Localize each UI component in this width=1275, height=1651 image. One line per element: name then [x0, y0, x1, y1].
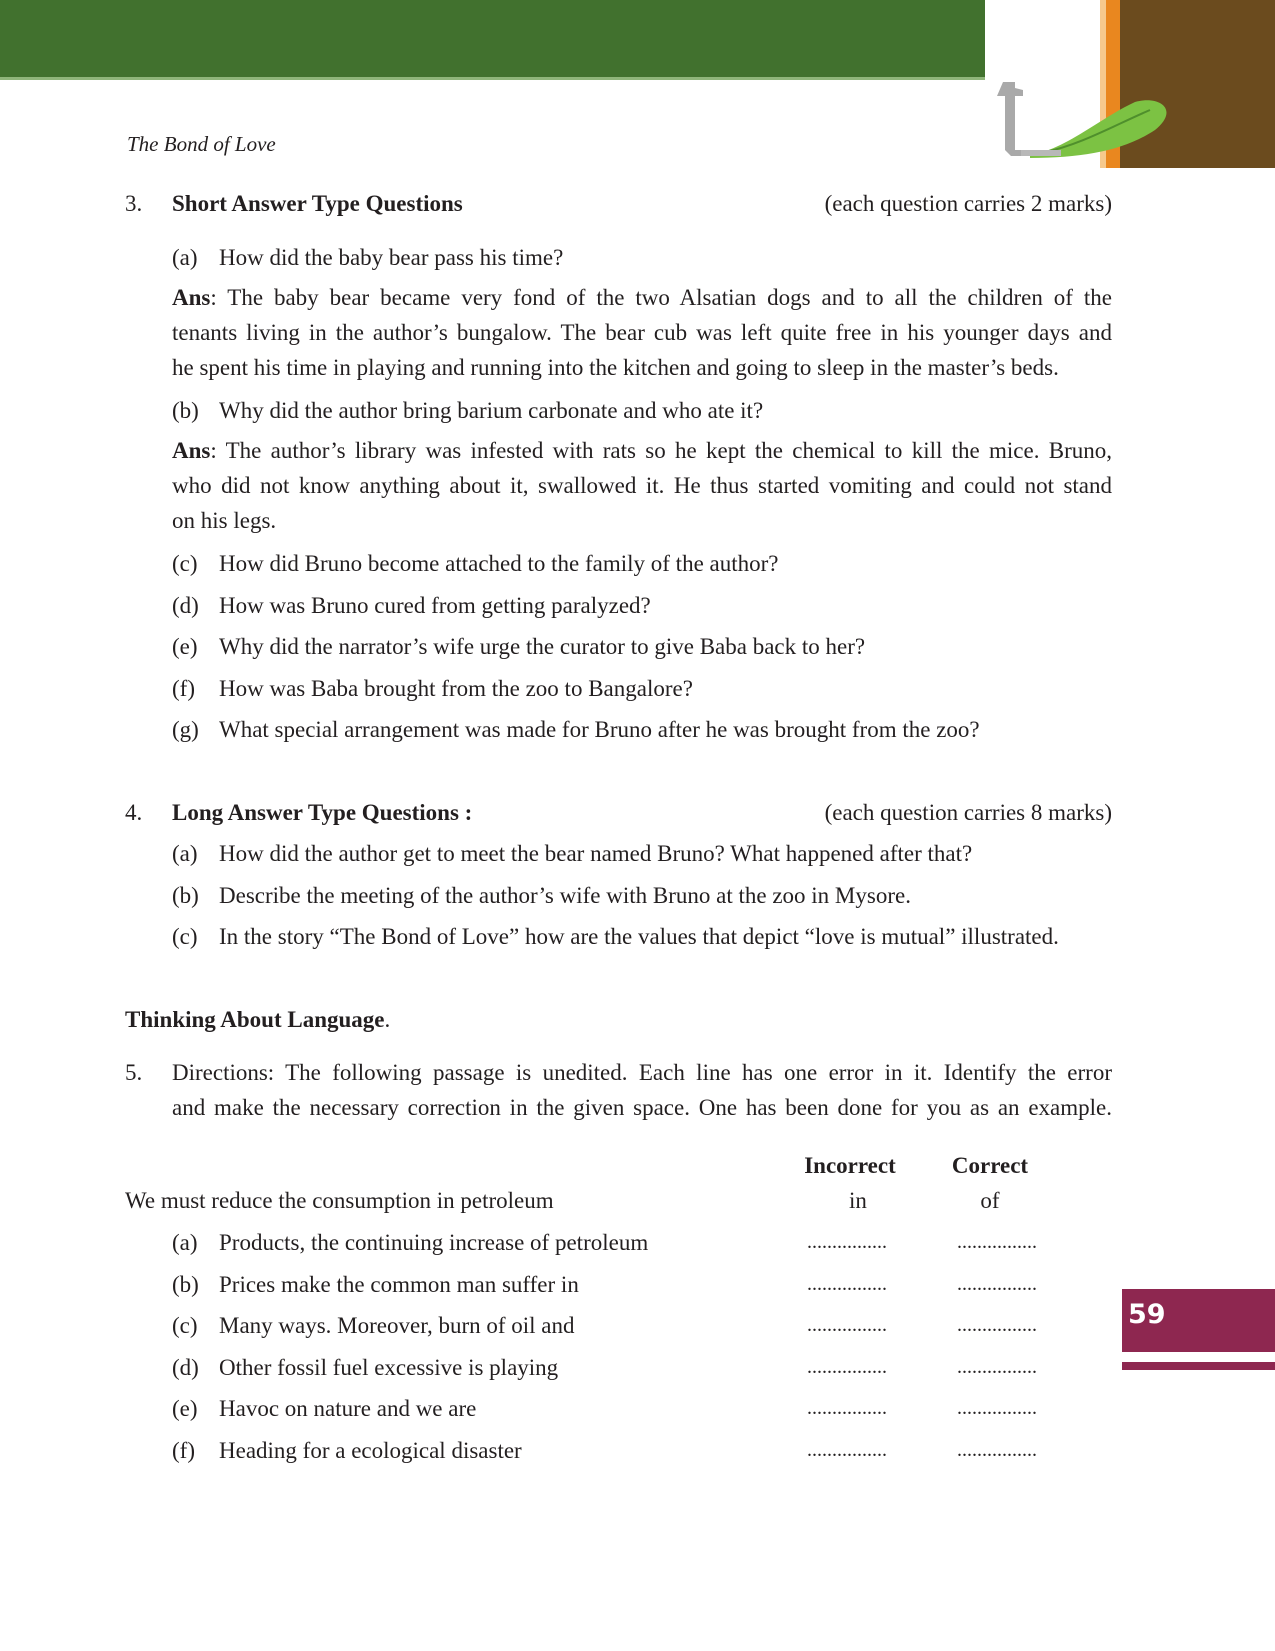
- page-number: 59: [1128, 1299, 1166, 1330]
- item-label: (d): [172, 593, 199, 618]
- item-text: Heading for a ecological disaster: [219, 1438, 522, 1463]
- incorrect-blank: ................: [807, 1439, 887, 1461]
- item-text: Why did the narrator’s wife urge the curator to give Baba back to her?: [219, 634, 866, 659]
- answer-block: [172, 433, 1112, 538]
- item-label: (e): [172, 634, 198, 659]
- marks-note: (each question carries 2 marks): [824, 191, 1112, 216]
- directions: [172, 1055, 1112, 1125]
- item-text: Havoc on nature and we are: [219, 1396, 477, 1421]
- item-text: What special arrangement was made for Bruno after he was brought from the zoo?: [219, 717, 980, 742]
- item-label: (g): [172, 717, 199, 742]
- example-text: We must reduce the consumption in petroleum: [125, 1188, 554, 1213]
- item-label: (c): [172, 551, 198, 576]
- item-text: How did Bruno become attached to the family of the author?: [219, 551, 779, 576]
- question-number: 4.: [125, 800, 143, 825]
- item-label: (c): [172, 924, 198, 949]
- heading-period: .: [384, 1007, 391, 1032]
- answer-text: on his legs.: [172, 508, 277, 533]
- correct-blank: ................: [957, 1273, 1037, 1295]
- item-text: Products, the continuing increase of petroleum: [219, 1230, 649, 1255]
- item-label: (b): [172, 1272, 199, 1297]
- item-text: How did the baby bear pass his time?: [219, 245, 564, 270]
- column-header-correct: Correct: [951, 1153, 1029, 1178]
- item-text: Prices make the common man suffer in: [219, 1272, 579, 1297]
- section-title: Short Answer Type Questions: [172, 191, 463, 216]
- section-heading: [125, 1002, 390, 1037]
- item-text: How was Bruno cured from getting paralyzed?: [219, 593, 651, 618]
- marks-note: (each question carries 8 marks): [824, 800, 1112, 825]
- item-label: (f): [172, 676, 195, 701]
- incorrect-blank: ................: [807, 1231, 887, 1253]
- answer-text: who did not know anything about it, swallowed it. He thus started vomiting and could not stand: [172, 473, 1112, 498]
- directions-text: and make the necessary correction in the given space. One has been done for you as an example.: [172, 1095, 1112, 1120]
- answer-text: : The baby bear became very fond of the two Alsatian dogs and to all the children of the: [210, 285, 1112, 310]
- section-title: Long Answer Type Questions :: [172, 800, 473, 825]
- item-label: (e): [172, 1396, 198, 1421]
- answer-block: [172, 280, 1112, 385]
- column-header-incorrect: Incorrect: [804, 1153, 896, 1178]
- item-text: In the story “The Bond of Love” how are the values that depict “love is mutual” illustrated.: [219, 924, 1059, 949]
- answer-label: Ans: [172, 285, 211, 310]
- item-label: (d): [172, 1355, 199, 1380]
- correct-blank: ................: [957, 1439, 1037, 1461]
- question-number: 3.: [125, 191, 143, 216]
- directions-text: Directions: The following passage is unedited. Each line has one error in it. Identify the error: [172, 1060, 1112, 1085]
- correct-blank: ................: [957, 1397, 1037, 1419]
- item-label: (a): [172, 1230, 198, 1255]
- item-text: Other fossil fuel excessive is playing: [219, 1355, 559, 1380]
- item-label: (c): [172, 1313, 198, 1338]
- page-number-stripe: [1122, 1362, 1275, 1370]
- item-label: (f): [172, 1438, 195, 1463]
- header-banner: [0, 0, 985, 77]
- correct-blank: ................: [957, 1356, 1037, 1378]
- item-label: (a): [172, 245, 198, 270]
- item-text: How did the author get to meet the bear named Bruno? What happened after that?: [219, 841, 973, 866]
- answer-text: he spent his time in playing and running into the kitchen and going to sleep in the master’s beds.: [172, 355, 1059, 380]
- incorrect-blank: ................: [807, 1314, 887, 1336]
- running-head: The Bond of Love: [127, 132, 276, 156]
- question-number: 5.: [125, 1060, 143, 1085]
- item-text: Many ways. Moreover, burn of oil and: [219, 1313, 575, 1338]
- incorrect-blank: ................: [807, 1273, 887, 1295]
- item-text: How was Baba brought from the zoo to Bangalore?: [219, 676, 693, 701]
- incorrect-blank: ................: [807, 1356, 887, 1378]
- example-incorrect: in: [849, 1188, 867, 1213]
- item-text: Why did the author bring barium carbonate and who ate it?: [219, 398, 764, 423]
- item-label: (b): [172, 883, 199, 908]
- answer-label: Ans: [172, 438, 211, 463]
- item-label: (a): [172, 841, 198, 866]
- example-correct: of: [980, 1188, 1000, 1213]
- answer-text: tenants living in the author’s bungalow. The bear cub was left quite free in his younger days and: [172, 320, 1112, 345]
- item-label: (b): [172, 398, 199, 423]
- answer-text: : The author’s library was infested with rats so he kept the chemical to kill the mice. Bruno,: [210, 438, 1112, 463]
- section-heading-text: Thinking About Language: [125, 1007, 385, 1032]
- header-banner-edge: [0, 77, 985, 80]
- item-text: Describe the meeting of the author’s wife with Bruno at the zoo in Mysore.: [219, 883, 911, 908]
- correct-blank: ................: [957, 1231, 1037, 1253]
- correct-blank: ................: [957, 1314, 1037, 1336]
- incorrect-blank: ................: [807, 1397, 887, 1419]
- header-decoration: [985, 0, 1275, 168]
